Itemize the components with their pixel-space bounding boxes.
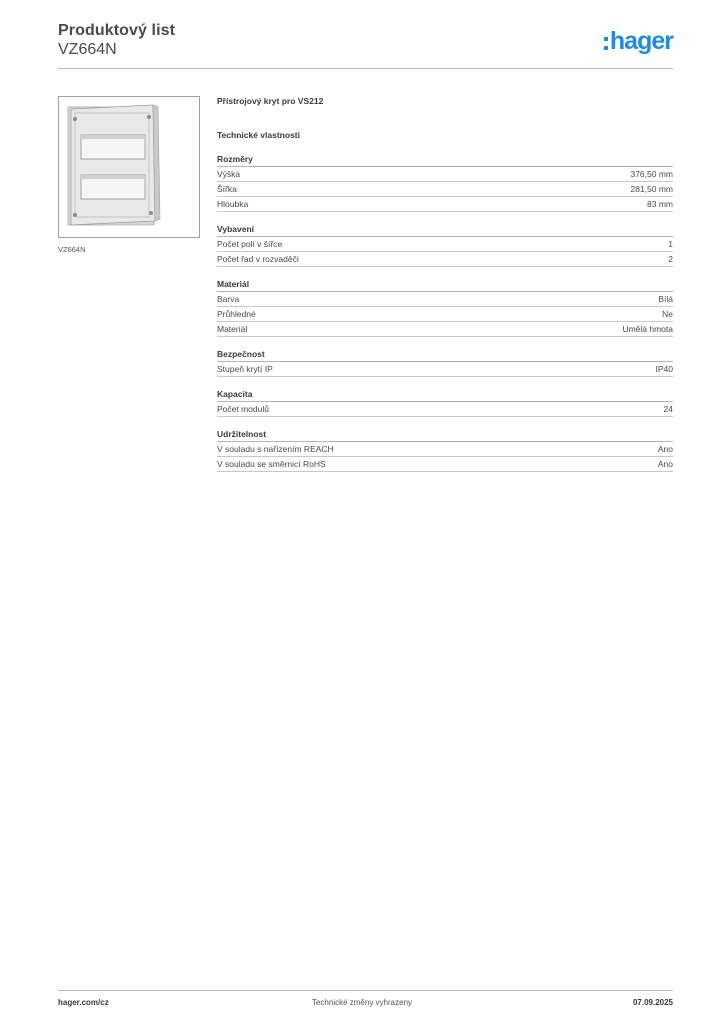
spec-content <box>217 96 673 472</box>
spec-value: 281,50 mm <box>630 184 673 194</box>
group-title: Rozměry <box>217 153 673 167</box>
product-description: Přístrojový kryt pro VS212 <box>217 96 324 106</box>
header-divider <box>58 68 673 69</box>
spec-row <box>217 237 673 252</box>
spec-group-equipment <box>217 223 673 267</box>
spec-label: Počet modulů <box>217 404 269 414</box>
spec-row <box>217 457 673 472</box>
product-code: VZ664N <box>58 41 117 58</box>
spec-label: V souladu s nařízením REACH <box>217 444 334 454</box>
group-title: Materiál <box>217 278 673 292</box>
spec-row <box>217 307 673 322</box>
group-title: Udržitelnost <box>217 428 673 442</box>
spec-label: V souladu se směrnicí RoHS <box>217 459 326 469</box>
group-title: Kapacita <box>217 388 673 402</box>
spec-value: Bílá <box>658 294 673 304</box>
footer-divider <box>58 990 673 991</box>
spec-value: Ano <box>657 459 673 469</box>
spec-value: 376,50 mm <box>630 169 673 179</box>
spec-row <box>217 402 673 417</box>
footer-note: Technické změny vyhrazeny <box>311 998 413 1007</box>
spec-value: 1 <box>668 239 673 249</box>
spec-label: Počet řad v rozvaděči <box>217 254 299 264</box>
spec-label: Hloubka <box>217 199 249 209</box>
spec-label: Průhledné <box>217 309 256 319</box>
product-image <box>58 96 200 238</box>
group-title: Bezpečnost <box>217 348 673 362</box>
spec-row <box>217 442 673 457</box>
spec-row <box>217 182 673 197</box>
group-title: Vybavení <box>217 223 673 237</box>
spec-value: 2 <box>668 254 673 264</box>
spec-row <box>217 292 673 307</box>
spec-row <box>217 197 673 212</box>
spec-label: Výška <box>217 169 241 179</box>
specs-heading: Technické vlastnosti <box>217 130 300 140</box>
spec-value: Ne <box>662 309 673 319</box>
document-title: Produktový list <box>58 22 176 39</box>
spec-group-capacity <box>217 388 673 417</box>
spec-label: Počet polí v šířce <box>217 239 283 249</box>
spec-label: Barva <box>217 294 240 304</box>
spec-row <box>217 167 673 182</box>
spec-value: IP40 <box>655 364 673 374</box>
spec-group-safety <box>217 348 673 377</box>
footer-date: 07.09.2025 <box>632 998 673 1007</box>
spec-label: Stupeň krytí IP <box>217 364 273 374</box>
spec-group-material <box>217 278 673 337</box>
spec-label: Šířka <box>217 184 237 194</box>
spec-value: 83 mm <box>647 199 673 209</box>
footer-website: hager.com/cz <box>58 998 109 1007</box>
logo-text: hager <box>609 26 673 55</box>
spec-value: 24 <box>663 404 673 414</box>
spec-row <box>217 362 673 377</box>
spec-value: Ano <box>657 444 673 454</box>
panel-cover-image-icon <box>59 97 199 237</box>
logo-colon-icon <box>604 37 608 50</box>
spec-group-dimensions <box>217 153 673 212</box>
image-caption: VZ664N <box>58 245 86 254</box>
spec-group-sustainability <box>217 428 673 472</box>
spec-value: Umělá hmota <box>622 324 673 334</box>
spec-label: Materiál <box>217 324 248 334</box>
spec-row <box>217 252 673 267</box>
spec-row <box>217 322 673 337</box>
hager-logo <box>604 26 673 56</box>
page-header <box>58 20 673 70</box>
